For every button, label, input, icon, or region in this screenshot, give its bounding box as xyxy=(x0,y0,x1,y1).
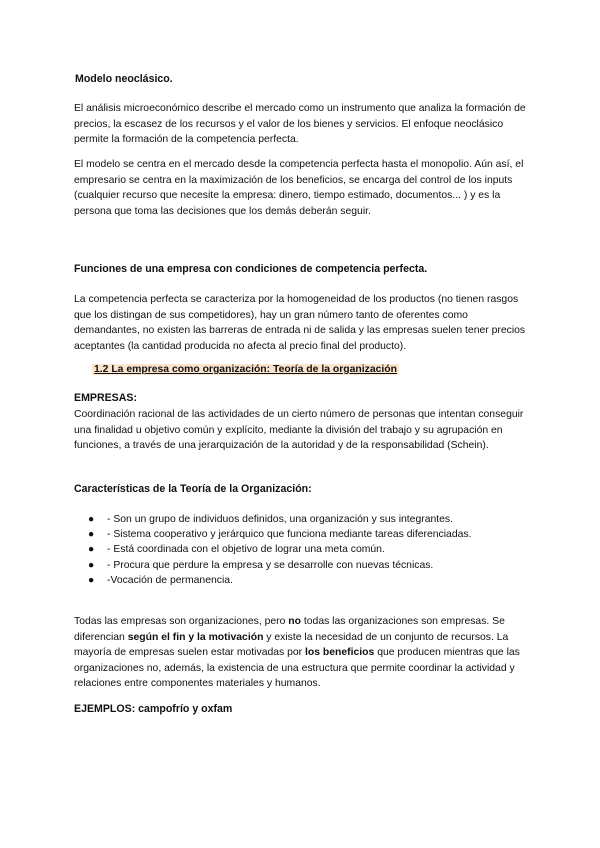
paragraph-analisis xyxy=(74,101,534,148)
bullet-icon: ● xyxy=(88,529,95,541)
list-item: ● - Son un grupo de individuos definidos, una organización y sus integrantes. xyxy=(88,512,528,527)
paragraph-competencia xyxy=(74,292,534,354)
list-item: ● - Procura que perdure la empresa y se desarrolle con nuevas técnicas. xyxy=(88,558,528,573)
section-title-neoclasico: Modelo neoclásico. xyxy=(75,73,173,85)
paragraph-text: Coordinación racional de las actividades de un cierto número de personas que intentan conseguir una finalidad u objetivo común y explícito, mediante la división del trabajo y su agrupación en funciones, a través de una jerarquización de la autoridad y de la responsabilidad (Schein). xyxy=(74,409,524,452)
subsection-title-organizacion: 1.2 La empresa como organización: Teoría de la organización xyxy=(94,364,397,375)
paragraph-text: El análisis microeconómico describe el mercado como un instrumento que analiza la formación de precios, la escasez de los recursos y el valor de los bienes y servicios. El enfoque neoclásico permite la formación de la competencia perfecta. xyxy=(74,103,526,146)
list-item: ● - Está coordinada con el objetivo de lograr una meta común. xyxy=(88,542,528,557)
bullet-icon: ● xyxy=(88,574,95,586)
bullet-icon: ● xyxy=(88,544,95,556)
caracteristicas-list xyxy=(88,512,528,588)
paragraph-organizaciones xyxy=(74,614,534,692)
bullet-icon: ● xyxy=(88,559,95,571)
caracteristicas-title: Características de la Teoría de la Organización: xyxy=(74,483,312,495)
section-title-funciones: Funciones de una empresa con condiciones de competencia perfecta. xyxy=(74,263,428,275)
paragraph-text: La competencia perfecta se caracteriza por la homogeneidad de los productos (no tienen rasgos que los distingan de sus competidores), hay un gran número tanto de oferentes como demandantes, no existen las barreras de entrada ni de salida y las empresas suelen tener precios aceptantes (la cantidad producida no afecta al precio final del producto). xyxy=(74,294,526,352)
paragraph-modelo xyxy=(74,157,534,219)
paragraph-text: El modelo se centra en el mercado desde la competencia perfecta hasta el monopolio. Aún así, el empresario se centra en la maximización de los beneficios, se encarga del control de los inputs (cualquier recurso que necesite la empresa: dinero, tiempo estimado, documentos... ) y es la persona que toma las decisiones que los demás deberán seguir. xyxy=(74,159,524,217)
empresas-label: EMPRESAS: xyxy=(74,392,137,404)
list-item: ● -Vocación de permanencia. xyxy=(88,573,528,588)
ejemplos-title: EJEMPLOS: campofrío y oxfam xyxy=(74,703,233,715)
paragraph-empresas xyxy=(74,407,534,454)
paragraph-text: Todas las empresas son organizaciones, pero no todas las organizaciones son empresas. Se diferencian según el fin y la motivación y existe la necesidad de un conjunto de recursos. La mayoría de empresas suelen estar motivadas por los beneficios que producen mientras que las organizaciones no, además, la existencia de una estructura que permite coordinar la actividad y relaciones entre componentes materiales y humanos. xyxy=(74,616,520,690)
list-item: ● - Sistema cooperativo y jerárquico que funciona mediante tareas diferenciadas. xyxy=(88,527,528,542)
bullet-icon: ● xyxy=(88,514,95,525)
